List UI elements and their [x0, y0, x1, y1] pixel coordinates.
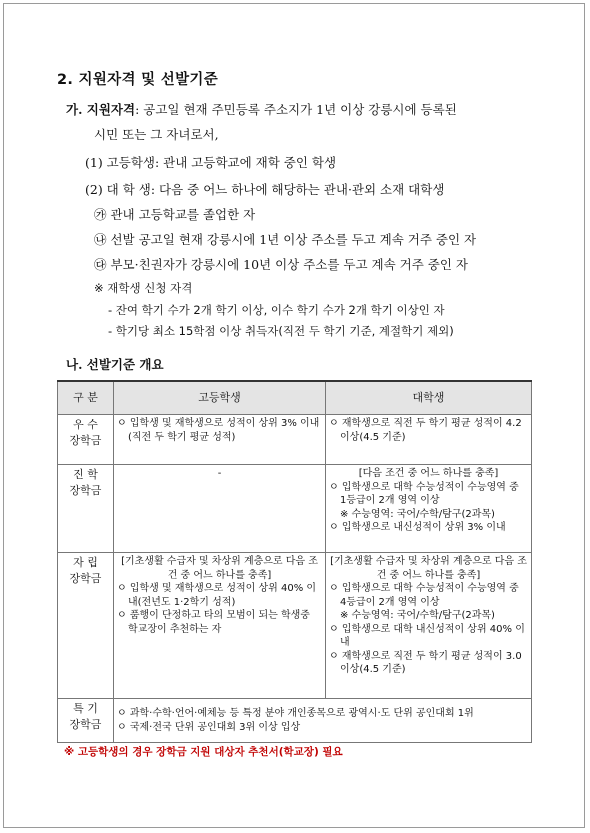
self-reliance-highschool: [기초생활 수급자 및 차상위 계층으로 다음 조건 중 어느 하나를 충족] ㅇ 입학생 및 재학생으로 성적이 상위 40% 이내(전년도 1·2학기 성적) ㅇ 품행이 단정하고 타의 모범이 되는 학생중 학교장이 추천하는 자 [114, 553, 326, 699]
header-highschool: 고등학생 [114, 381, 326, 415]
excellence-highschool: ㅇ 입학생 및 재학생으로 성적이 상위 3% 이내(직전 두 학기 평균 성적) [114, 415, 326, 465]
category-talent: 특 기 장학금 [58, 699, 114, 743]
eligibility-label: 가. 지원자격 [66, 102, 136, 117]
footnote-recommendation: ※ 고등학생의 경우 장학금 지원 대상자 추천서(학교장) 필요 [64, 746, 343, 758]
talent-criteria: ㅇ 과학·수학·언어·예체능 등 특정 분야 개인종목으로 광역시·도 단위 공인대회 1위 ㅇ 국제·전국 단위 공인대회 3위 이상 입상 [114, 699, 532, 743]
self-reliance-university: [기초생활 수급자 및 차상위 계층으로 다음 조건 중 어느 하나를 충족] ㅇ 입학생으로 대학 수능성적이 수능영역 중 4등급이 2개 영역 이상 ※ 수능영역: 국어/수학/탐구(2과목) ㅇ 입학생으로 대학 내신성적이 상위 40% 이내 ㅇ 재학생으로 직전 두 학기 평균 성적이 3.0 이상(4.5 기준) [326, 553, 532, 699]
category-self-reliance: 자 립 장학금 [58, 553, 114, 699]
enrollment-condition-1: - 잔여 학기 수가 2개 학기 이상, 이수 학기 수가 2개 학기 이상인 자 [108, 303, 445, 317]
criteria-ga: ㉮ 관내 고등학교를 졸업한 자 [94, 207, 256, 222]
table-row-admission [58, 465, 532, 553]
enrollment-condition-2: - 학기당 최소 15학점 이상 취득자(직전 두 학기 기준, 계절학기 제외) [108, 324, 454, 338]
admission-university: [다음 조건 중 어느 하나를 충족] ㅇ 입학생으로 대학 수능성적이 수능영역 중 1등급이 2개 영역 이상 ※ 수능영역: 국어/수학/탐구(2과목) ㅇ 입학생으로 내신성적이 상위 3% 이내 [326, 465, 532, 553]
criteria-da: ㉰ 부모·친권자가 강릉시에 10년 이상 주소를 두고 계속 거주 중인 자 [94, 257, 468, 272]
table-row-excellence [58, 415, 532, 465]
eligibility-line-2: 시민 또는 그 자녀로서, [94, 127, 219, 142]
criteria-na: ㉯ 선발 공고일 현재 강릉시에 1년 이상 주소를 두고 계속 거주 중인 자 [94, 232, 477, 247]
table-header-row [58, 381, 532, 415]
category-admission: 진 학 장학금 [58, 465, 114, 553]
eligibility-text: : 공고일 현재 주민등록 주소지가 1년 이상 강릉시에 등록된 [135, 102, 457, 117]
section-title: 2. 지원자격 및 선발기준 [57, 72, 219, 88]
category-excellence: 우 수 장학금 [58, 415, 114, 465]
eligibility-line-1 [66, 100, 457, 118]
table-row-self-reliance [58, 553, 532, 699]
header-category: 구 분 [58, 381, 114, 415]
enrollment-note: ※ 재학생 신청 자격 [94, 281, 193, 295]
header-university: 대학생 [326, 381, 532, 415]
selection-criteria-table [57, 380, 532, 743]
table-row-talent [58, 699, 532, 743]
excellence-university: ㅇ 재학생으로 직전 두 학기 평균 성적이 4.2 이상(4.5 기준) [326, 415, 532, 465]
highschool-criteria: (1) 고등학생: 관내 고등학교에 재학 중인 학생 [85, 155, 337, 170]
university-criteria: (2) 대 학 생: 다음 중 어느 하나에 해당하는 관내·관외 소재 대학생 [85, 182, 445, 197]
admission-highschool: - [114, 465, 326, 553]
selection-overview-title: 나. 선발기준 개요 [66, 357, 164, 372]
